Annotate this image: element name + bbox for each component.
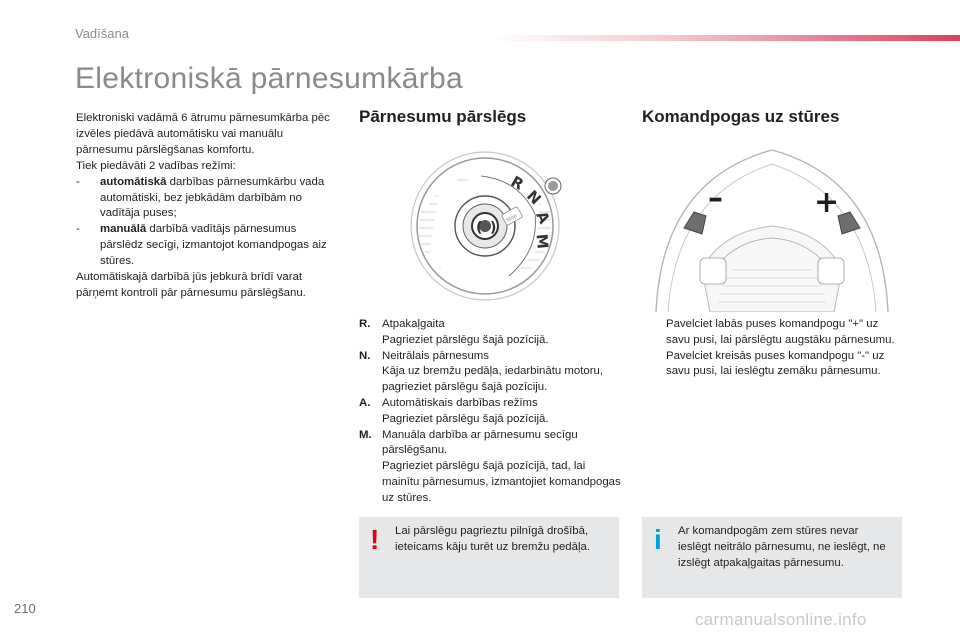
minus-label: –: [708, 181, 723, 216]
svg-text:(: (: [476, 220, 483, 236]
mode-auto-text: darbības pārnesumkārbu vada automātiski, bez jebkādām darbībām no vadītāja puses;: [100, 175, 325, 220]
intro-line-2: Tiek piedāvāti 2 vadības režīmi:: [76, 159, 236, 172]
page-number: 210: [14, 601, 36, 616]
knob-label-m: M: [532, 233, 552, 250]
info-note: [642, 517, 902, 598]
section-header: Vadīšana: [75, 26, 129, 41]
warning-exclamation-icon: !: [370, 524, 380, 555]
knob-rotary-ring: [472, 213, 498, 239]
arrow-bullet-icon: [643, 317, 666, 349]
instruction-row: Pavelciet labās puses komandpogu "+" uz savu pusi, lai pārslēgtu augstāku pārnesumu.: [643, 317, 903, 349]
intro-line-1: Elektroniski vadāmā 6 ātrumu pārnesumkārba pēc izvēles piedāvā automātisku vai manuālu pārnesumu pārslēgšanas komfortu.: [76, 112, 330, 156]
mode-dash: -: [76, 175, 80, 188]
gear-selector-knob-icon: [359, 140, 619, 312]
svg-text:): ): [490, 220, 497, 236]
arrow-bullet-icon: [359, 459, 382, 506]
knob-label-a: A: [532, 208, 554, 227]
steering-wheel-illustration: [642, 140, 902, 312]
info-note-text: Ar komandpogām zem stūres nevar ieslēgt neitrālo pārnesumu, ne ieslēgt, ne izslēgt atpakaļgaitas pārnesumu.: [678, 525, 886, 569]
gear-selector-illustration: [359, 140, 619, 312]
legend-row: Pagrieziet pārslēgu šajā pozīcijā, tad, lai mainītu pārnesumus, izmantojiet komandpogas uz stūres.: [359, 459, 621, 506]
mode-manual-label: manuālā: [100, 223, 147, 236]
knob-label-n: N: [523, 186, 545, 209]
paddle-instructions: [643, 317, 903, 380]
warning-note-text: Lai pārslēgu pagrieztu pilnīgā drošībā, ieteicams kāju turēt uz bremžu pedāļa.: [395, 525, 591, 553]
arrow-bullet-icon: [359, 333, 382, 349]
instruction-row: Pavelciet kreisās puses komandpogu "-" uz savu pusi, lai ieslēgtu zemāku pārnesumu.: [643, 349, 903, 381]
mode-automatic: [76, 175, 338, 223]
legend-row: Kāja uz bremžu pedāļa, iedarbinātu motoru, pagrieziet pārslēgu šajā pozīciju.: [359, 364, 621, 396]
mode-manual-text: darbībā vadītājs pārnesumus pārslēdz secīgi, izmantojot komandpogas aiz stūres.: [100, 223, 327, 268]
mode-auto-label: automātiskā: [100, 175, 167, 188]
right-paddle-plus: [814, 185, 860, 234]
header-accent-bar: [490, 35, 960, 41]
arrow-bullet-icon: [359, 364, 382, 396]
warning-note: [359, 517, 619, 598]
legend-row: Pagrieziet pārslēgu šajā pozīcijā.: [359, 412, 621, 428]
page-title: Elektroniskā pārnesumkārba: [75, 62, 463, 95]
legend-row: N. Neitrālais pārnesums: [359, 349, 489, 362]
legend-row: Pagrieziet pārslēgu šajā pozīcijā.: [359, 333, 621, 349]
arrow-bullet-icon: [643, 349, 666, 381]
legend-row: R. Atpakaļgaita: [359, 318, 445, 330]
legend-row: M. Manuāla darbība ar pārnesumu secīgu pārslēgšanu.: [359, 428, 578, 457]
left-paddle-minus: [684, 181, 723, 234]
plus-label: +: [814, 185, 840, 220]
intro-text: [76, 111, 338, 302]
knob-stop-button: Stop: [505, 212, 519, 224]
info-icon: i: [654, 524, 662, 555]
section-title-steering-paddles: Komandpogas uz stūres: [642, 107, 840, 126]
section-title-gear-selector: Pārnesumu pārslēgs: [359, 107, 527, 126]
legend-row: A. Automātiskais darbības režīms: [359, 396, 538, 409]
mode-manual: [76, 222, 338, 270]
arrow-bullet-icon: [359, 412, 382, 428]
gear-positions-legend: [359, 317, 621, 507]
mode-dash: -: [76, 223, 80, 236]
watermark: carmanualsonline.info: [695, 610, 867, 629]
steering-wheel-icon: [642, 140, 902, 312]
knob-label-r: R: [507, 172, 527, 194]
intro-line-3: Automātiskajā darbībā jūs jebkurā brīdī varat pārņemt kontroli pār pārnesumu pārslēgšanu.: [76, 271, 306, 299]
